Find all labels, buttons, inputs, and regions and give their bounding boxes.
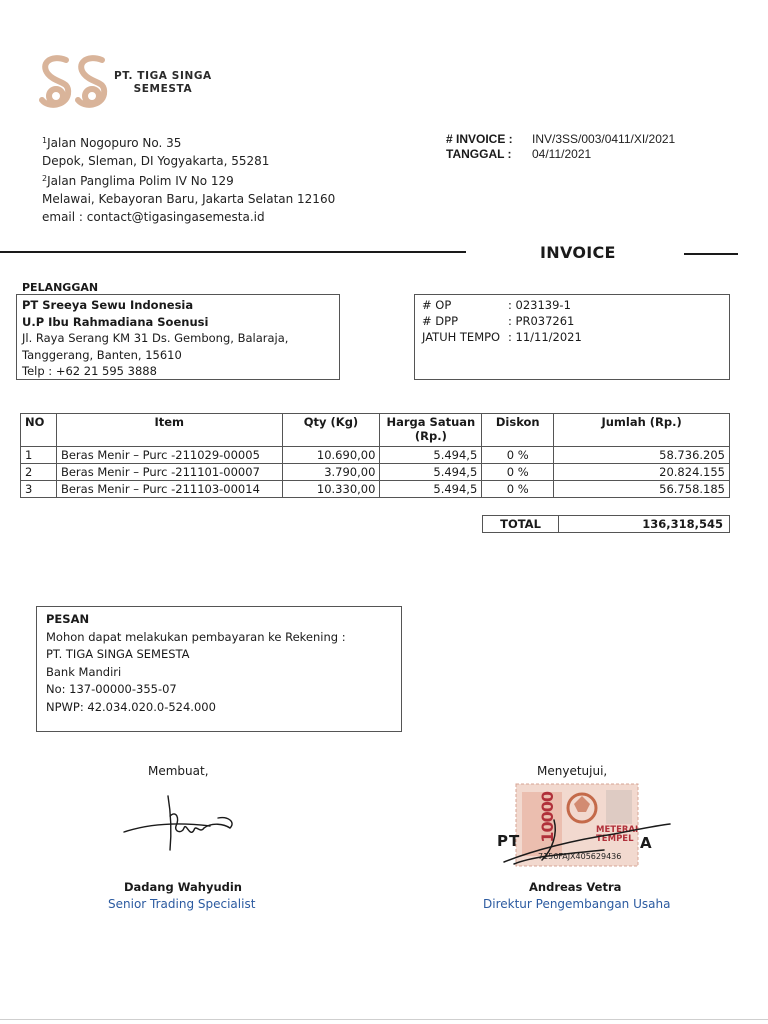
document-title: INVOICE	[540, 243, 616, 262]
signature-right-name: Andreas Vetra	[529, 880, 622, 894]
divider	[684, 253, 738, 255]
company-stamp-text: PT	[497, 832, 521, 850]
signature-right-title: Direktur Pengembangan Usaha	[483, 897, 671, 911]
company-address	[42, 132, 335, 208]
signature-left-title: Senior Trading Specialist	[108, 897, 256, 911]
company-stamp-text: A	[640, 834, 652, 852]
cell-discount: 0 %	[482, 447, 554, 464]
order-dpp-row: # DPP : PR037261	[422, 314, 575, 328]
message-box	[36, 606, 402, 732]
col-header-no: NO	[21, 414, 57, 447]
address-line: $^2$Jalan Panglima Polim IV No 129	[42, 174, 234, 188]
message-line: Mohon dapat melakukan pembayaran ke Rekening :	[46, 629, 346, 644]
address-line: $^1$Jalan Nogopuro No. 35	[42, 136, 182, 150]
col-header-qty: Qty (Kg)	[282, 414, 380, 447]
signature-right-icon	[494, 810, 674, 870]
message-line: NPWP: 42.034.020.0-524.000	[46, 699, 216, 714]
invoice-date: 04/11/2021	[532, 147, 592, 161]
address-line: Melawai, Kebayoran Baru, Jakarta Selatan 12160	[42, 191, 336, 206]
cell-amount: 20.824.155	[554, 464, 730, 481]
company-name-line2: SEMESTA	[133, 83, 193, 95]
message-line: Bank Mandiri	[46, 664, 122, 679]
cell-no: 1	[21, 447, 57, 464]
message-label: PESAN	[46, 612, 90, 626]
cell-price: 5.494,5	[380, 447, 482, 464]
col-header-amount: Jumlah (Rp.)	[554, 414, 730, 447]
order-info-box	[414, 294, 730, 380]
customer-address-line: Tanggerang, Banten, 15610	[22, 347, 182, 362]
cell-price: 5.494,5	[380, 481, 482, 498]
customer-box	[16, 294, 340, 380]
invoice-date-row: TANGGAL : 04/11/2021	[446, 147, 592, 161]
col-header-discount: Diskon	[482, 414, 554, 447]
col-header-item: Item	[56, 414, 282, 447]
total-label: TOTAL	[483, 516, 559, 532]
divider	[0, 251, 466, 253]
cell-price: 5.494,5	[380, 464, 482, 481]
table-header-row	[21, 414, 730, 447]
signature-right-label: Menyetujui,	[537, 764, 608, 778]
signature-left-label: Membuat,	[148, 764, 209, 778]
items-table	[20, 413, 730, 498]
signature-left-name: Dadang Wahyudin	[124, 880, 242, 894]
cell-item: Beras Menir – Purc -211029-00005	[56, 447, 282, 464]
customer-address-line: Jl. Raya Serang KM 31 Ds. Gembong, Balaraja,	[22, 331, 289, 345]
cell-amount: 56.758.185	[554, 481, 730, 498]
meterai-label: METERAI TEMPEL	[596, 825, 639, 844]
address-line: Depok, Sleman, DI Yogyakarta, 55281	[42, 153, 270, 168]
invoice-number: INV/3SS/003/0411/XI/2021	[532, 132, 676, 146]
cell-item: Beras Menir – Purc -211103-00014	[56, 481, 282, 498]
cell-amount: 58.736.205	[554, 447, 730, 464]
footer-divider	[0, 1019, 768, 1020]
customer-label: PELANGGAN	[22, 281, 99, 294]
table-row	[21, 447, 730, 464]
meterai-serial: 7156FAJX405629436	[538, 852, 622, 861]
cell-qty: 10.690,00	[282, 447, 380, 464]
cell-qty: 3.790,00	[282, 464, 380, 481]
invoice-meta	[446, 132, 675, 162]
company-name	[114, 70, 212, 96]
order-due-row: JATUH TEMPO : 11/11/2021	[422, 330, 582, 344]
table-row	[21, 481, 730, 498]
meterai-value: 10000	[538, 792, 557, 843]
cell-no: 3	[21, 481, 57, 498]
cell-discount: 0 %	[482, 464, 554, 481]
customer-attention: U.P Ibu Rahmadiana Soenusi	[22, 314, 209, 329]
message-line: PT. TIGA SINGA SEMESTA	[46, 647, 190, 661]
cell-qty: 10.330,00	[282, 481, 380, 498]
order-op-row: # OP : 023139-1	[422, 298, 571, 312]
company-name-line1: PT. TIGA SINGA	[114, 70, 212, 82]
company-email: email : contact@tigasingasemesta.id	[42, 210, 265, 224]
cell-discount: 0 %	[482, 481, 554, 498]
signature-left-icon	[118, 788, 248, 858]
company-logo-icon	[36, 50, 112, 114]
cell-no: 2	[21, 464, 57, 481]
message-line: No: 137-00000-355-07	[46, 682, 177, 696]
total-box	[482, 515, 730, 533]
invoice-number-row: # INVOICE : INV/3SS/003/0411/XI/2021	[446, 132, 676, 146]
total-value: 136,318,545	[642, 517, 723, 531]
cell-item: Beras Menir – Purc -211101-00007	[56, 464, 282, 481]
table-row	[21, 464, 730, 481]
customer-name: PT Sreeya Sewu Indonesia	[22, 298, 194, 312]
customer-phone: Telp : +62 21 595 3888	[22, 364, 157, 378]
col-header-price: Harga Satuan (Rp.)	[380, 414, 482, 447]
